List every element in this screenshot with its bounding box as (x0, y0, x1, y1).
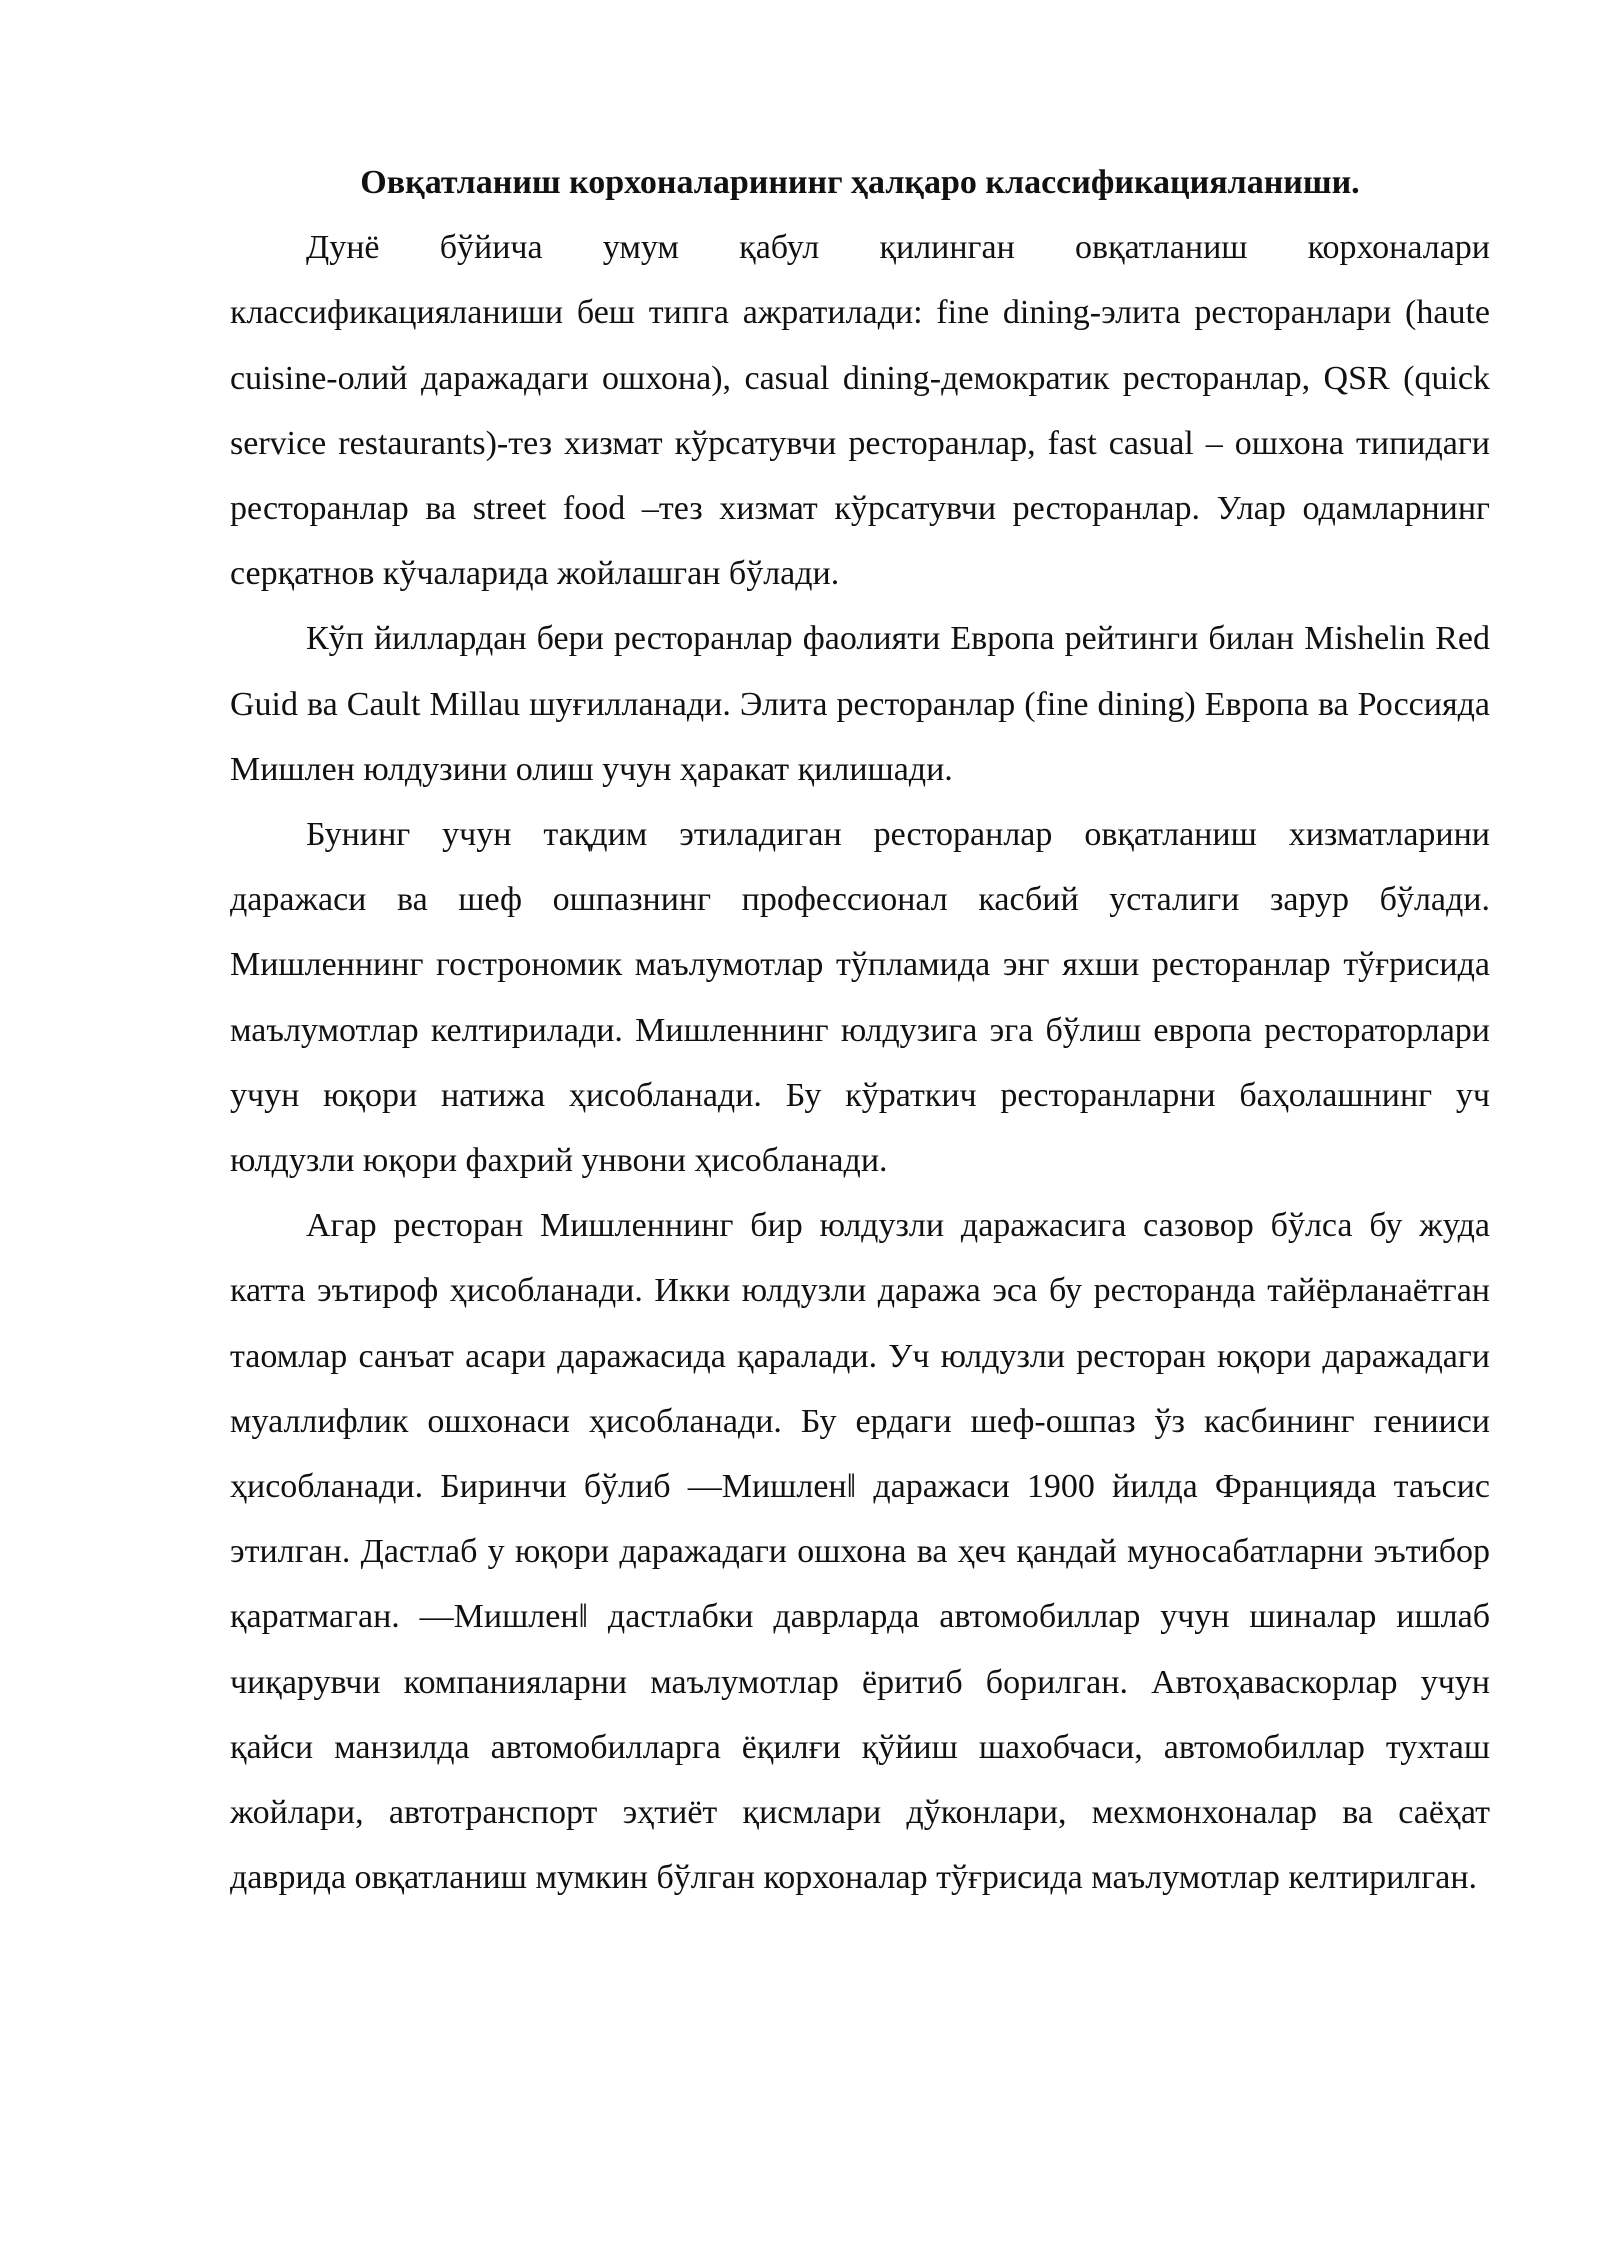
paragraph-3: Бунинг учун тақдим этиладиган ресторанлар овқатланиш хизматларини даражаси ва шеф ошпазнинг профессионал касбий усталиги зарур бўлади. Мишленнинг гострономик маълумотлар тўпламида энг яхши ресторанлар тўғрисида маълумотлар келтирилади. Мишленнинг юлдузига эга бўлиш европа рестораторлари учун юқори натижа ҳисобланади. Бу кўраткич ресторанларни баҳолашнинг уч юлдузли юқори фахрий унвони ҳисобланади. (230, 816, 1490, 1180)
document-title: Овқатланиш корхоналарининг ҳалқаро классификацияланиши. (360, 164, 1360, 201)
paragraph-4: Агар ресторан Мишленнинг бир юлдузли даражасига сазовор бўлса бу жуда катта эътироф ҳисобланади. Икки юлдузли даража эса бу ресторанда тайёрланаётган таомлар санъат асари даражасида қаралади. Уч юлдузли ресторан юқори даражадаги муаллифлик ошхонаси ҳисобланади. Бу ердаги шеф-ошпаз ўз касбининг генииси ҳисобланади. Биринчи бўлиб ―Мишлен‖ даражаси 1900 йилда Францияда таъсис этилган. Дастлаб у юқори даражадаги ошхона ва ҳеч қандай муносабатларни эътибор қаратмаган. ―Мишлен‖ дастлабки даврларда автомобиллар учун шиналар ишлаб чиқарувчи компанияларни маълумотлар ёритиб борилган. Автоҳаваскорлар учун қайси манзилда автомобилларга ёқилғи қўйиш шахобчаси, автомобиллар тухташ жойлари, автотранспорт эҳтиёт қисмлари дўконлари, мехмонхоналар ва саёҳат даврида овқатланиш мумкин бўлган корхоналар тўғрисида маълумотлар келтирилган. (230, 1207, 1490, 1897)
document-page (230, 150, 1490, 1910)
paragraph-2: Кўп йиллардан бери ресторанлар фаолияти Европа рейтинги билан Mishelin Red Guid ва Cault Millau шуғилланади. Элита ресторанлар (fine dining) Европа ва Россияда Мишлен юлдузини олиш учун ҳаракат қилишади. (230, 620, 1490, 788)
paragraph-1: Дунё бўйича умум қабул қилинган овқатланиш корхоналари классификацияланиши беш типга ажратилади: fine dining-элита ресторанлари (haute cuisine-олий даражадаги ошхона), casual dining-демократик ресторанлар, QSR (quick service restaurants)-тез хизмат кўрсатувчи ресторанлар, fast casual – ошхона типидаги ресторанлар ва street food –тез хизмат кўрсатувчи ресторанлар. Улар одамларнинг серқатнов кўчаларида жойлашган бўлади. (230, 229, 1490, 593)
